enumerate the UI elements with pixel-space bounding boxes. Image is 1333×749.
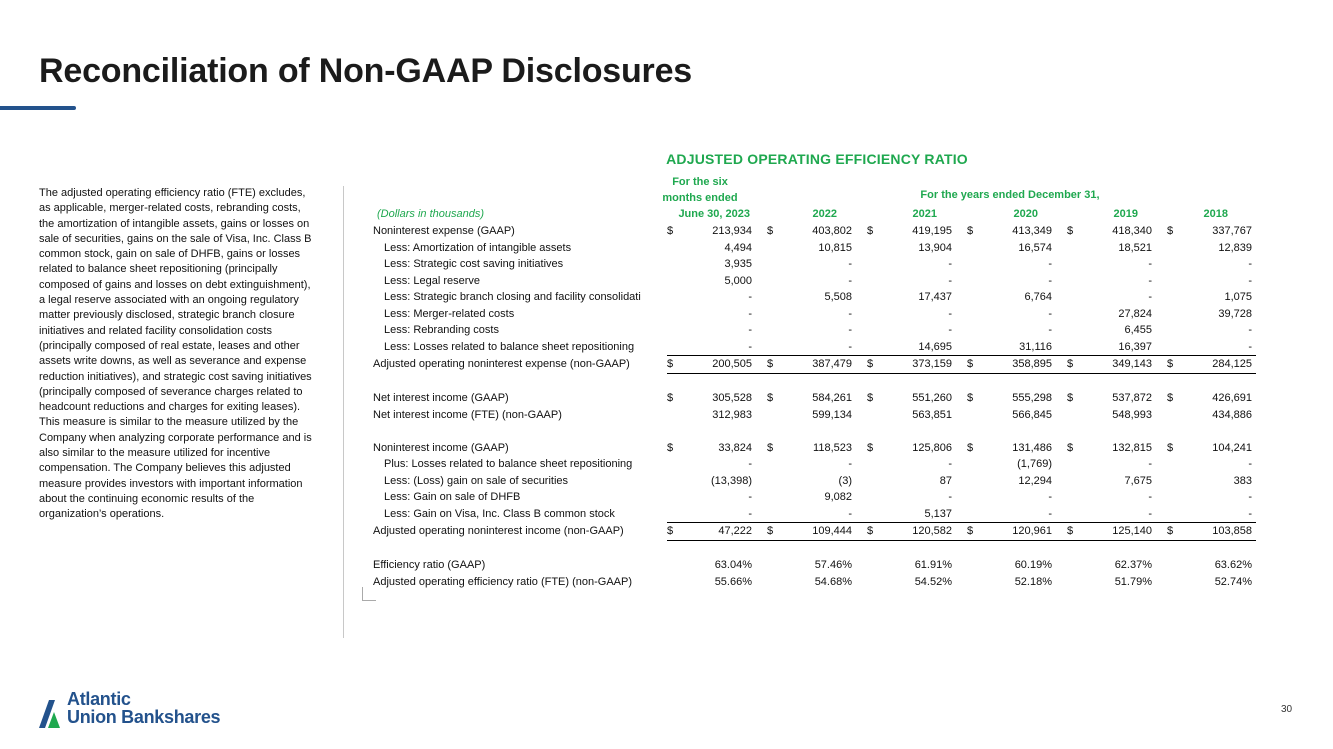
value-cell: 55.66% [714,575,752,588]
value-cell: 418,340 [1112,225,1152,237]
currency-symbol: $ [867,225,874,237]
currency-symbol [967,289,979,306]
value-cell: - [979,506,1067,523]
value-cell: 17,437 [918,291,952,303]
currency-symbol [767,322,779,339]
currency-symbol [667,306,679,323]
value-cell: 5,137 [879,506,967,523]
value-cell: 383 [1233,474,1252,487]
value-cell: 118,523 [813,441,852,454]
currency-symbol [1067,407,1079,424]
currency-symbol [967,574,979,591]
currency-symbol [1067,506,1079,523]
row-label: Plus: Losses related to balance sheet repositioning [384,458,633,470]
value-cell: 120,961 [979,523,1067,541]
table-row [373,289,1256,306]
currency-symbol [967,240,979,257]
value-cell: - [948,491,952,503]
currency-symbol [867,473,879,490]
row-label: Less: Strategic cost saving initiatives [384,258,564,270]
currency-symbol: $ [867,392,874,404]
value-cell: 18,521 [1118,241,1152,254]
title-accent-bar [0,106,76,110]
currency-symbol [1167,473,1179,490]
currency-symbol [1167,289,1179,306]
value-cell: 312,983 [712,408,752,421]
currency-symbol [667,407,679,424]
row-label: Less: Strategic branch closing and facility consolidati [384,291,641,303]
currency-symbol [1167,574,1179,591]
table-row [373,440,1256,457]
value-cell: 52.74% [1214,575,1252,588]
value-cell: 16,397 [1079,339,1167,356]
value-cell: 13,904 [918,241,952,254]
currency-symbol: $ [1167,441,1174,454]
value-cell: 47,222 [679,523,767,541]
value-cell: - [1148,258,1152,270]
value-cell: 31,116 [979,339,1067,356]
currency-symbol [767,456,779,473]
value-cell: 419,195 [912,225,952,237]
currency-symbol [867,506,879,523]
currency-symbol: $ [767,392,774,404]
currency-symbol [867,289,879,306]
currency-symbol [1067,273,1079,290]
table-row [373,322,1256,339]
table-row [373,306,1256,323]
spacer-cell [373,423,1256,440]
currency-symbol [967,273,979,290]
value-cell: 33,824 [718,441,752,454]
value-cell: - [948,258,952,270]
currency-symbol [867,489,879,506]
row-label: Noninterest expense (GAAP) [373,225,515,237]
currency-symbol [867,273,879,290]
table-spacer-row [373,423,1256,440]
currency-symbol: $ [767,523,779,541]
value-cell: 551,260 [912,392,952,404]
logo-line2: Union Bankshares [67,707,221,727]
currency-symbol [667,339,679,356]
value-cell: 131,486 [1012,441,1052,454]
value-cell: - [1248,274,1252,287]
currency-symbol: $ [1067,356,1079,374]
currency-symbol [1067,306,1079,323]
value-cell: 14,695 [879,339,967,356]
value-cell: 6,455 [1124,324,1152,336]
currency-symbol [767,240,779,257]
value-cell: 62.37% [1114,559,1152,571]
currency-symbol [967,473,979,490]
table-spacer-row [373,540,1256,557]
currency-symbol [1067,557,1079,574]
currency-symbol: $ [967,225,974,237]
currency-symbol [1167,256,1179,273]
currency-symbol: $ [667,441,674,454]
description-text: The adjusted operating efficiency ratio (FTE) excludes, as applicable, merger-related costs, rebranding costs, the amortization of intangible assets, gains or losses on sale of securities, gains on the sale of Visa, Inc. Class B common stock, gain on sale of DHFB, gains or losses related to balance sheet repositioning (principally composed of gains and losses on debt extinguishment), a legal reserve associated with an ongoing regulatory matter previously disclosed, strategic branch closure initiatives and related facility consolidation costs (principally composed of real estate, leases and other assets write downs, as well as severance and expense reduction initiatives), and strategic cost saving initiatives (principally composed of severance charges related to headcount reductions and charges for exiting leases). This measure is similar to the measure utilized by the Company when analyzing corporate performance and is also similar to the measure utilized for incentive compensation. The Company believes this adjusted measure provides investors with important information about the continuing economic results of the organization’s operations. [39,187,312,521]
currency-symbol: $ [767,225,774,237]
value-cell: 563,851 [912,408,952,421]
table-row [373,473,1256,490]
table-row [373,456,1256,473]
currency-symbol [867,240,879,257]
table-row [373,273,1256,290]
currency-symbol [767,557,779,574]
value-cell: 109,444 [779,523,867,541]
table-row [373,339,1256,356]
currency-symbol: $ [667,392,674,404]
table-row [373,407,1256,424]
currency-symbol [667,456,679,473]
column-header-2021: 2021 [912,208,937,220]
currency-symbol [867,256,879,273]
currency-symbol [767,306,779,323]
value-cell: 599,134 [812,408,852,421]
currency-symbol: $ [1067,225,1074,237]
currency-symbol [867,574,879,591]
row-label: Less: Merger-related costs [384,307,515,320]
currency-symbol: $ [1167,392,1174,404]
row-label: Net interest income (GAAP) [373,392,509,404]
currency-symbol: $ [867,356,879,374]
currency-symbol: $ [1067,523,1079,541]
value-cell: 373,159 [879,356,967,374]
value-cell: 537,872 [1112,392,1152,404]
currency-symbol [1167,456,1179,473]
currency-symbol [867,306,879,323]
currency-symbol [867,456,879,473]
value-cell: 6,764 [1024,291,1052,303]
value-cell: 1,075 [1224,291,1252,303]
currency-symbol [767,289,779,306]
table-row [373,240,1256,257]
currency-symbol: $ [967,392,974,404]
row-label: Less: Gain on sale of DHFB [384,491,521,503]
currency-symbol [1067,339,1079,356]
currency-symbol [1167,506,1179,523]
value-cell: - [1248,491,1252,503]
currency-symbol [967,306,979,323]
currency-symbol: $ [967,441,974,454]
currency-symbol: $ [967,356,979,374]
table-title: ADJUSTED OPERATING EFFICIENCY RATIO [666,151,968,167]
value-cell: (13,398) [711,474,752,487]
currency-symbol: $ [867,441,874,454]
value-cell: - [1079,506,1167,523]
value-cell: - [748,307,752,320]
value-cell: - [779,339,867,356]
value-cell: - [1248,258,1252,270]
currency-symbol [767,407,779,424]
currency-symbol [667,240,679,257]
value-cell: - [848,274,852,287]
value-cell: 434,886 [1212,408,1252,421]
currency-symbol [867,322,879,339]
spacer-cell [373,373,1256,390]
currency-symbol [767,473,779,490]
table-spacer-row [373,373,1256,390]
currency-symbol [967,322,979,339]
row-label: Adjusted operating efficiency ratio (FTE) (non-GAAP) [373,575,633,588]
value-cell: 358,895 [979,356,1067,374]
row-label: Noninterest income (GAAP) [373,441,509,454]
currency-symbol [1167,557,1179,574]
currency-symbol [767,273,779,290]
currency-symbol [667,256,679,273]
value-cell: (3) [838,474,852,487]
currency-symbol [1067,322,1079,339]
currency-symbol [1167,489,1179,506]
currency-symbol [767,574,779,591]
currency-symbol [867,407,879,424]
row-label: Less: Rebranding costs [384,324,499,336]
value-cell: 5,000 [724,274,752,287]
value-cell: - [1048,307,1052,320]
currency-symbol [1167,339,1179,356]
column-header-2020: 2020 [1013,208,1038,220]
currency-symbol [667,473,679,490]
value-cell: (1,769) [1017,458,1052,470]
value-cell: 548,993 [1112,408,1152,421]
value-cell: 63.04% [714,559,752,571]
value-cell: - [1148,274,1152,287]
value-cell: - [748,324,752,336]
table-row [373,390,1256,407]
vertical-divider [343,186,344,638]
table-body [373,223,1256,590]
currency-symbol: $ [667,523,679,541]
header-six-line1: For the six [672,176,728,188]
row-label: Less: Legal reserve [384,274,480,287]
currency-symbol [1067,574,1079,591]
currency-symbol: $ [1067,392,1074,404]
currency-symbol [767,489,779,506]
currency-symbol: $ [1167,225,1174,237]
currency-symbol [667,273,679,290]
currency-symbol [1067,456,1079,473]
currency-symbol [1067,473,1079,490]
currency-symbol: $ [1167,523,1179,541]
value-cell: 387,479 [779,356,867,374]
value-cell: 61.91% [914,559,952,571]
currency-symbol [1067,489,1079,506]
value-cell: - [1048,324,1052,336]
value-cell: 125,806 [912,441,952,454]
value-cell: - [848,324,852,336]
value-cell: 413,349 [1012,225,1052,237]
value-cell: 27,824 [1118,307,1152,320]
currency-symbol: $ [967,523,979,541]
value-cell: - [1048,274,1052,287]
currency-symbol: $ [867,523,879,541]
value-cell: 4,494 [724,241,752,254]
value-cell: - [679,339,767,356]
value-cell: 120,582 [879,523,967,541]
currency-symbol [667,557,679,574]
currency-symbol [1167,240,1179,257]
value-cell: 9,082 [824,491,852,503]
value-cell: - [948,307,952,320]
value-cell: 284,125 [1179,356,1256,374]
currency-symbol [667,506,679,523]
value-cell: - [1048,491,1052,503]
currency-symbol: $ [1167,356,1179,374]
table-row [373,489,1256,506]
value-cell: 213,934 [712,225,752,237]
value-cell: 403,802 [812,225,852,237]
currency-symbol: $ [767,356,779,374]
value-cell: 10,815 [818,241,852,254]
value-cell: 125,140 [1079,523,1167,541]
value-cell: 200,505 [679,356,767,374]
currency-symbol [867,557,879,574]
currency-symbol [767,256,779,273]
value-cell: 3,935 [724,258,752,270]
value-cell: - [1179,506,1256,523]
currency-symbol [967,456,979,473]
value-cell: - [1148,291,1152,303]
currency-symbol [1167,322,1179,339]
row-label: Less: Amortization of intangible assets [384,241,572,254]
corner-mark [362,587,376,601]
value-cell: 5,508 [824,291,852,303]
table-row [373,557,1256,574]
row-label: Less: Losses related to balance sheet repositioning [384,340,635,353]
currency-symbol [767,339,779,356]
value-cell: 54.52% [914,575,952,588]
logo-mark-icon [39,692,65,728]
currency-symbol [867,339,879,356]
row-label: Less: Gain on Visa, Inc. Class B common stock [384,507,615,520]
currency-symbol [667,489,679,506]
page-title: Reconciliation of Non-GAAP Disclosures [39,52,692,90]
currency-symbol: $ [767,441,774,454]
row-label: Efficiency ratio (GAAP) [373,559,486,571]
value-cell: - [748,291,752,303]
column-header-2019: 2019 [1113,208,1138,220]
currency-symbol [767,506,779,523]
table-row [373,356,1256,374]
value-cell: - [779,506,867,523]
value-cell: 132,815 [1112,441,1152,454]
currency-symbol [1167,407,1179,424]
currency-symbol [967,256,979,273]
value-cell: - [948,458,952,470]
value-cell: - [948,274,952,287]
value-cell: 584,261 [812,392,852,404]
row-label: Adjusted operating noninterest income (non-GAAP) [373,525,624,537]
value-cell: - [748,458,752,470]
table-row [373,223,1256,240]
currency-symbol [967,407,979,424]
currency-symbol [967,489,979,506]
value-cell: - [1248,324,1252,336]
value-cell: - [948,324,952,336]
currency-symbol [967,506,979,523]
value-cell: - [848,458,852,470]
row-label: Less: (Loss) gain on sale of securities [384,474,569,487]
row-label: Adjusted operating noninterest expense (non-GAAP) [373,358,630,370]
value-cell: 12,294 [1018,474,1052,487]
value-cell: - [848,258,852,270]
value-cell: 60.19% [1014,559,1052,571]
value-cell: - [1148,491,1152,503]
value-cell: 39,728 [1218,307,1252,320]
value-cell: 104,241 [1212,441,1252,454]
table-row [373,256,1256,273]
currency-symbol [1167,273,1179,290]
value-cell: 51.79% [1114,575,1152,588]
currency-symbol [1067,289,1079,306]
logo-line1: Atlantic [67,689,131,709]
currency-symbol: $ [667,356,679,374]
value-cell: 16,574 [1018,241,1052,254]
currency-symbol [967,557,979,574]
table-row [373,506,1256,523]
column-header-2022: 2022 [812,208,837,220]
value-cell: - [848,307,852,320]
value-cell: 337,767 [1212,225,1252,237]
value-cell: - [1048,258,1052,270]
value-cell: 57.46% [814,559,852,571]
header-years: For the years ended December 31, [920,189,1100,201]
row-label: Net interest income (FTE) (non-GAAP) [373,408,562,421]
currency-symbol [667,289,679,306]
header-six-months [630,174,770,206]
units-label: (Dollars in thousands) [377,208,484,220]
logo-text [67,690,220,726]
efficiency-ratio-table [373,223,1256,590]
value-cell: - [1179,339,1256,356]
value-cell: 555,298 [1012,392,1052,404]
currency-symbol [967,339,979,356]
column-header-2018: 2018 [1203,208,1228,220]
value-cell: - [748,491,752,503]
value-cell: - [1148,458,1152,470]
currency-symbol [1067,240,1079,257]
value-cell: - [1248,458,1252,470]
column-header-jun-2023: June 30, 2023 [678,208,750,220]
currency-symbol [1067,256,1079,273]
value-cell: 426,691 [1212,392,1252,404]
value-cell: - [679,506,767,523]
table-row [373,574,1256,591]
currency-symbol [667,574,679,591]
currency-symbol: $ [1067,441,1074,454]
value-cell: 349,143 [1079,356,1167,374]
value-cell: 566,845 [1012,408,1052,421]
header-six-line2: months ended [662,192,738,204]
value-cell: 52.18% [1014,575,1052,588]
value-cell: 87 [939,474,952,487]
table-row [373,523,1256,541]
currency-symbol [1167,306,1179,323]
spacer-cell [373,540,1256,557]
value-cell: 54.68% [814,575,852,588]
page-number: 30 [1281,704,1293,715]
currency-symbol: $ [667,225,674,237]
value-cell: 305,528 [712,392,752,404]
value-cell: 63.62% [1214,559,1252,571]
value-cell: 103,858 [1179,523,1256,541]
value-cell: 12,839 [1218,241,1252,254]
value-cell: 7,675 [1124,474,1152,487]
currency-symbol [667,322,679,339]
